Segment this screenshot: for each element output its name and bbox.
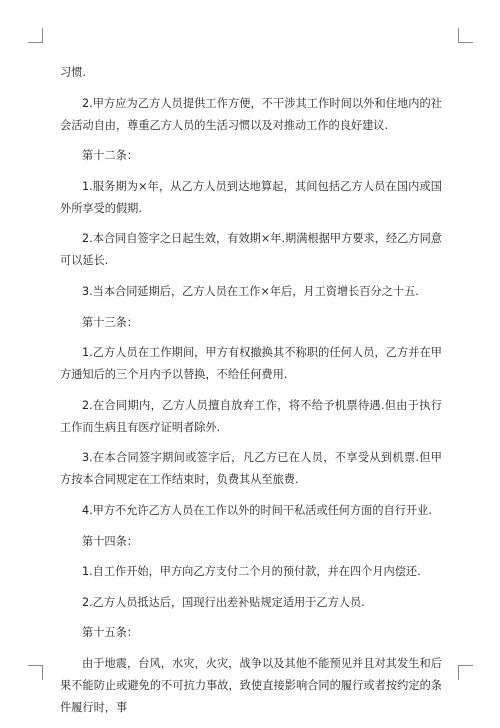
crop-mark-bottom-right — [458, 665, 473, 680]
document-body — [60, 62, 442, 728]
clause-11-item-2: 2.甲方应为乙方人员提供工作方便，不干涉其工作时间以外和住地内的社会活动自由，尊重乙方人员的生活习惯以及对推动工作的良好建议. — [60, 96, 442, 132]
article-15-body: 由于地震，台风，水灾，火灾，战争以及其他不能预见并且对其发生和后果不能防止或避免的不可抗力事故，致使直接影响合同的履行或者按约定的条件履行时，事 — [60, 656, 442, 714]
article-13-heading: 第十三条： — [82, 315, 138, 329]
article-13-item-2: 2.在合同期内，乙方人员擅自放弃工作，将不给予机票待遇.但由于执行工作而生病且有医疗证明者除外. — [60, 398, 442, 434]
article-13-item-1: 1.乙方人员在工作期间，甲方有权撤换其不称职的任何人员，乙方并在甲方通知后的三个月内予以替换，不给任何费用. — [60, 346, 442, 382]
crop-mark-top-right — [458, 28, 473, 43]
article-14-item-2: 2.乙方人员抵达后，国现行出差补贴规定适用于乙方人员. — [82, 595, 365, 609]
crop-mark-top-left — [28, 28, 43, 43]
article-12-item-1: 1.服务期为×年，从乙方人员到达地算起，其间包括乙方人员在国内或国外所享受的假期. — [60, 179, 442, 215]
article-14-heading: 第十四条： — [82, 534, 138, 548]
article-12-item-2: 2.本合同自签字之日起生效，有效期×年.期满根据甲方要求，经乙方同意可以延长. — [60, 232, 442, 268]
article-12-item-3: 3.当本合同延期后，乙方人员在工作×年后，月工资增长百分之十五. — [82, 284, 419, 298]
article-15-heading: 第十五条： — [82, 626, 138, 640]
article-13-item-4: 4.甲方不允许乙方人员在工作以外的时间干私活或任何方面的自行开业. — [82, 503, 432, 517]
paragraph-continuation: 习惯. — [60, 66, 86, 79]
crop-mark-bottom-left — [28, 665, 43, 680]
article-14-item-1: 1.自工作开始，甲方向乙方支付二个月的预付款，并在四个月内偿还. — [82, 565, 421, 579]
article-13-item-3: 3.在本合同签字期间或签字后，凡乙方已在人员，不享受从到机票.但甲方按本合同规定在工作结束时，负费其从至旅费. — [60, 451, 442, 487]
article-12-heading: 第十二条： — [82, 149, 138, 163]
